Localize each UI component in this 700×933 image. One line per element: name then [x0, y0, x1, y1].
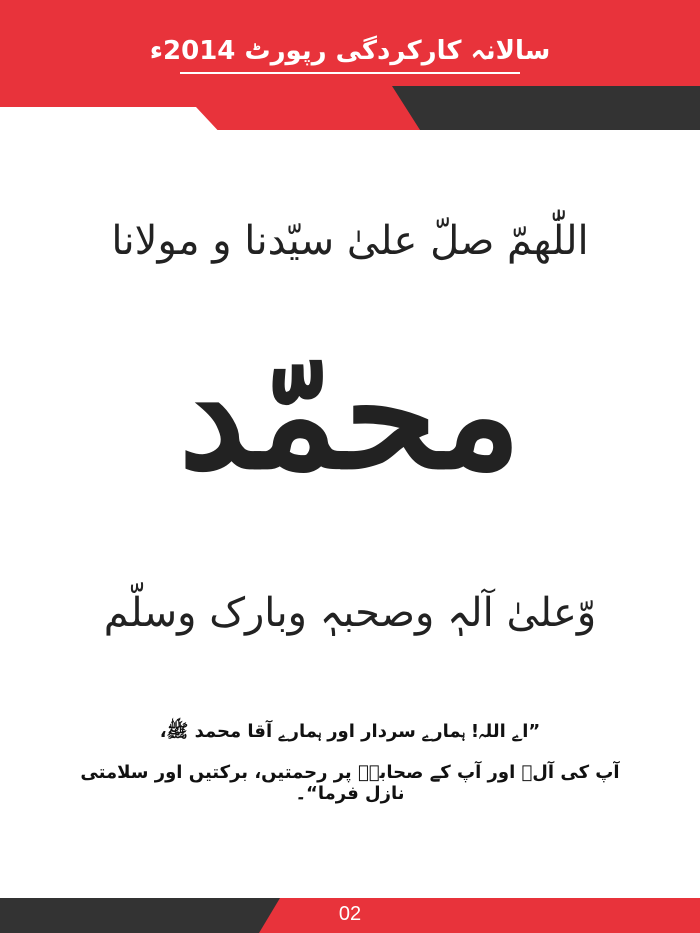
title-underline: [180, 72, 520, 74]
page-number: 02: [338, 903, 362, 925]
calligraphy-top-line: اللّٰھمّ صلّ علیٰ سیّدنا و مولانا: [111, 218, 589, 264]
prayer-translation-line-2: آپ کی آلؓ اور آپ کے صحابہؓ پر رحمتیں، برکتیں اور سلامتی نازل فرما“۔: [80, 762, 620, 804]
calligraphy-name: محمّد: [178, 327, 522, 503]
prayer-translation-line-1: ”اے اللہ! ہمارے سردار اور ہمارے آقا محمد ﷺ،: [159, 721, 541, 742]
report-title: سالانہ کارکردگی رپورٹ 2014ء: [149, 36, 551, 66]
calligraphy-bottom-line: وّعلیٰ آلہٖ وصحبہٖ وبارک وسلّم: [103, 590, 597, 636]
